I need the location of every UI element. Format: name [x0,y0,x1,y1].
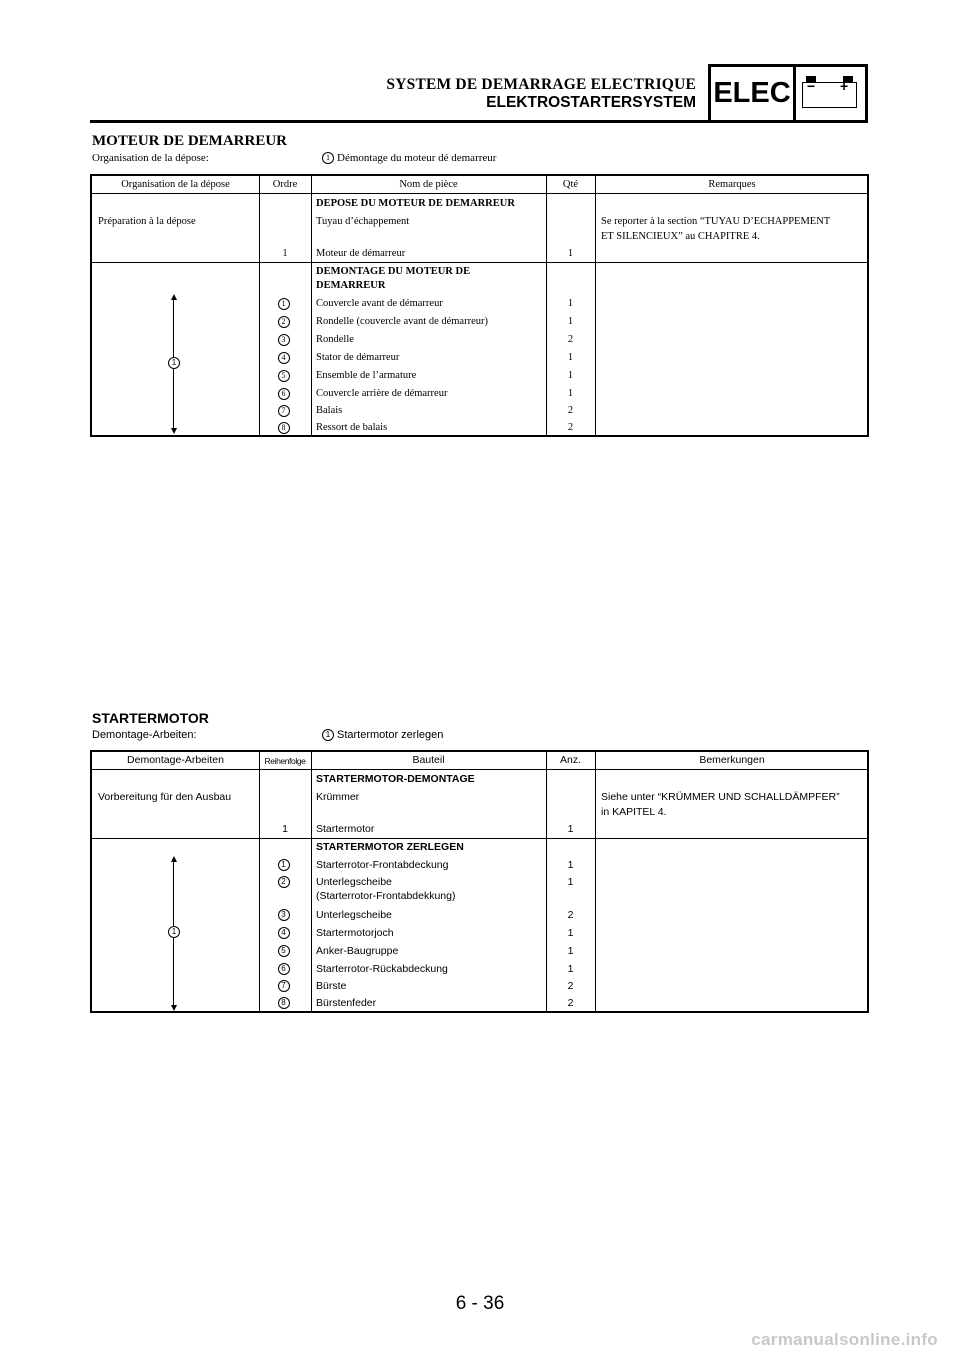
fr-block1-remark: Se reporter à la section “TUYAU D’ECHAPPEMENT [601,216,831,227]
fr-block2-heading: DEMARREUR [316,280,386,291]
arrow-down-icon [171,428,177,434]
list-item: Balais [316,405,343,416]
page-number: 6 - 36 [455,1293,505,1314]
circled-number-icon: 2 [278,876,290,888]
list-item: Startermotorjoch [316,927,394,939]
circled-number-icon: 8 [278,997,290,1009]
list-item-qty: 2 [567,997,574,1009]
circled-number-icon: 3 [278,334,290,346]
de-block1-remark: in KAPITEL 4. [601,806,667,818]
list-item: Couvercle arrière de démarreur [316,388,448,399]
de-block1-heading: STARTERMOTOR-DEMONTAGE [316,773,475,785]
elec-badge-label: ELEC [713,77,791,109]
header-title-fr: SYSTEM DE DEMARRAGE ELECTRIQUE [386,76,696,93]
list-item: Unterlegscheibe [316,876,392,888]
circled-number-icon: 4 [278,927,290,939]
table-rule [92,193,867,194]
list-item: Starterrotor-Rückabdeckung [316,963,448,975]
list-item: Couvercle avant de démarreur [316,298,443,309]
table-rule [92,262,867,263]
circled-number-icon: 4 [278,352,290,364]
elec-badge-divider [793,67,796,120]
battery-minus-sign: − [807,78,816,94]
list-item: Ensemble de l’armature [316,370,417,381]
circled-number-icon: 1 [322,152,334,164]
de-block1-order: 1 [282,823,288,835]
list-item-qty: 1 [567,859,574,871]
col-header-qty: Anz. [559,754,581,766]
list-item: (Starterrotor-Frontabdekkung) [316,890,456,902]
table-rule [595,752,596,1011]
list-item-qty: 1 [567,945,574,957]
table-rule [311,176,312,435]
list-item: Bürste [316,980,347,992]
fr-block1-part: Tuyau d’échappement [316,216,410,227]
de-parts-table [90,750,869,1013]
list-item-qty: 1 [567,927,574,939]
de-block1-qty: 1 [567,823,574,835]
header-rule [90,120,710,123]
circled-number-icon: 6 [278,388,290,400]
list-item-qty: 1 [567,388,574,399]
list-item: Bürstenfeder [316,997,377,1009]
de-org-value [322,729,443,741]
list-item: Anker-Baugruppe [316,945,399,957]
list-item-qty: 1 [567,370,574,381]
de-block1-org: Vorbereitung für den Ausbau [98,791,232,803]
circled-number-icon: 7 [278,405,290,417]
circled-number-icon: 5 [278,945,290,957]
col-header-order: Ordre [272,179,298,190]
de-section-title: STARTERMOTOR [92,710,209,726]
arrow-up-icon [171,856,177,862]
arrow-up-icon [171,294,177,300]
fr-block1-part: Moteur de démarreur [316,248,406,259]
sequence-mark: 1 [168,926,180,938]
circled-number-icon: 1 [278,859,290,871]
circled-number-icon: 3 [278,909,290,921]
de-block1-part: Startermotor [316,823,375,835]
sequence-mark: 1 [168,357,180,369]
list-item: Stator de démarreur [316,352,400,363]
table-rule [92,769,867,770]
list-item: Ressort de balais [316,422,388,433]
col-header-part: Bauteil [412,754,445,766]
col-header-part: Nom de pièce [399,179,458,190]
fr-parts-table [90,174,869,437]
list-item: Rondelle [316,334,354,345]
list-item-qty: 1 [567,352,574,363]
table-rule [92,838,867,839]
col-header-remarks: Bemerkungen [699,754,765,766]
header-title-de: ELEKTROSTARTERSYSTEM [486,94,696,111]
de-block1-part: Krümmer [316,791,360,803]
list-item-qty: 1 [567,298,574,309]
fr-org-text: Démontage du moteur dé demarreur [337,152,497,164]
circled-number-icon: 7 [278,980,290,992]
circled-number-icon: 1 [322,729,334,741]
col-header-qty: Qté [562,179,579,190]
circled-number-icon: 1 [278,298,290,310]
table-rule [595,176,596,435]
fr-block1-qty: 1 [567,248,574,259]
fr-block1-order: 1 [282,248,288,259]
table-rule [311,752,312,1011]
circled-number-icon: 5 [278,370,290,382]
col-header-org: Organisation de la dépose [121,179,230,190]
list-item-qty: 1 [567,316,574,327]
circled-number-icon: 2 [278,316,290,328]
list-item: Unterlegscheibe [316,909,392,921]
de-org-text: Startermotor zerlegen [337,729,444,741]
col-header-order: Reihenfolge [264,756,306,766]
de-block1-remark: Siehe unter “KRÜMMER UND SCHALLDÄMPFER” [601,791,840,803]
watermark: carmanualsonline.info [751,1330,938,1349]
fr-org-label: Organisation de la dépose: [92,152,209,164]
list-item-qty: 2 [567,980,574,992]
fr-block1-heading: DEPOSE DU MOTEUR DE DEMARREUR [316,198,515,209]
list-item-qty: 2 [567,422,574,433]
fr-org-value [322,152,496,164]
circled-number-icon: 8 [278,422,290,434]
de-org-label: Demontage-Arbeiten: [92,729,197,741]
col-header-org: Demontage-Arbeiten [127,754,224,766]
fr-block2-heading: DEMONTAGE DU MOTEUR DE [316,266,471,277]
list-item-qty: 1 [567,963,574,975]
list-item: Starterrotor-Frontabdeckung [316,859,449,871]
fr-section-title: MOTEUR DE DEMARREUR [92,133,287,149]
list-item-qty: 2 [567,334,574,345]
list-item-qty: 1 [567,876,574,888]
fr-block1-remark: ET SILENCIEUX” au CHAPITRE 4. [601,231,760,242]
de-block2-heading: STARTERMOTOR ZERLEGEN [316,841,464,853]
arrow-down-icon [171,1005,177,1011]
list-item-qty: 2 [567,909,574,921]
list-item: Rondelle (couvercle avant de démarreur) [316,316,488,327]
col-header-remarks: Remarques [708,179,756,190]
fr-block1-org: Préparation à la dépose [98,216,196,227]
list-item-qty: 2 [567,405,574,416]
battery-plus-sign: + [840,78,849,94]
circled-number-icon: 6 [278,963,290,975]
